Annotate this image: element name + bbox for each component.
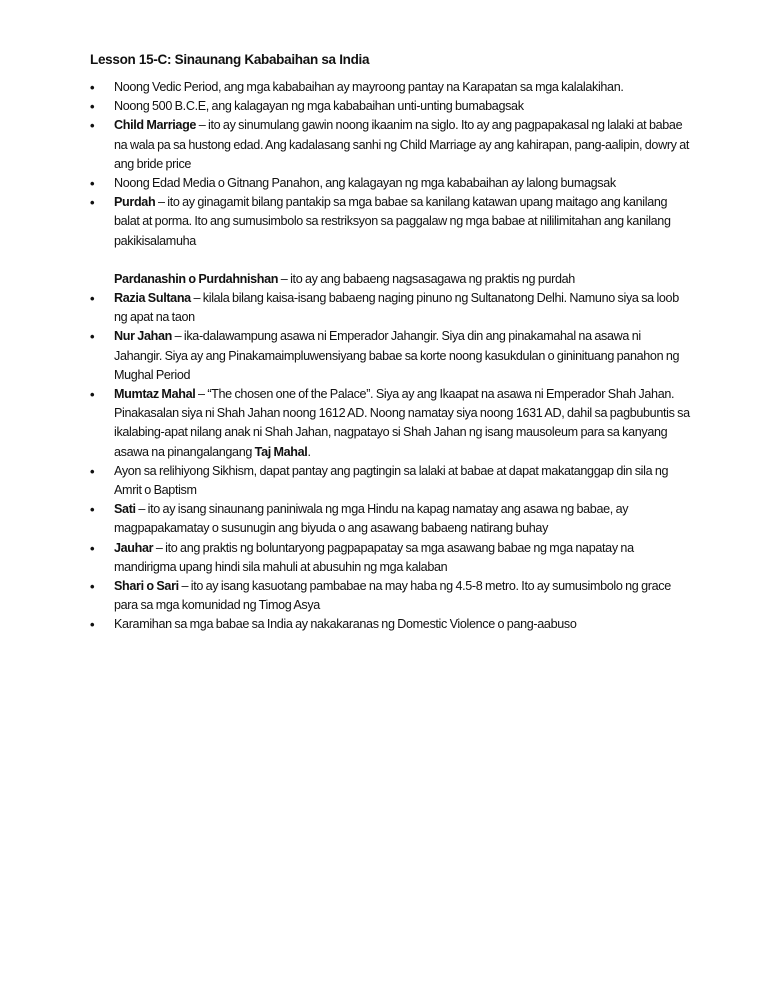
list-item [90, 539, 690, 577]
list-item [90, 462, 690, 500]
item-term-end: Taj Mahal [254, 444, 308, 459]
item-text: – kilala bilang kaisa-isang babaeng naging pinuno ng Sultanatong Delhi. Namuno siya sa loob ng apat na taon [114, 291, 679, 325]
list-item [90, 615, 690, 634]
list-item [90, 289, 690, 327]
list-item [90, 500, 690, 538]
item-term: Sati [114, 502, 136, 517]
item-term: Child Marriage [114, 118, 197, 133]
item-suffix: . [307, 444, 311, 459]
list-item [90, 97, 690, 116]
item-text: Karamihan sa mga babae sa India ay nakakaranas ng Domestic Violence o pang-aabuso [114, 617, 577, 632]
item-term: Shari o Sari [114, 579, 179, 594]
item-text: – ito ay isang kasuotang pambabae na may haba ng 4.5-8 metro. Ito ay sumusimbolo ng grace para sa mga komunidad ng Timog Asya [114, 579, 671, 613]
list-item [90, 174, 690, 193]
item-text: – ito ay sinumulang gawin noong ikaanim na siglo. Ito ay ang pagpapakasal ng lalaki at babae na wala pa sa hustong edad. Ang kadalasang sanhi ng Child Marriage ay ang kahirapan, pang-aalipin, dowry at ang bride price [114, 118, 690, 171]
item-text: Noong Edad Media o Gitnang Panahon, ang kalagayan ng mga kababaihan ay lalong bumagsak [114, 176, 616, 191]
item-term: Purdah [114, 195, 156, 210]
item-term: Nur Jahan [114, 329, 172, 344]
item-text: – ito ay isang sinaunang paniniwala ng mga Hindu na kapag namatay ang asawa ng babae, ay magpapakamatay o susunugin ang biyuda o ang asawang babaeng natirang buhay [114, 502, 629, 536]
item-term: Razia Sultana [114, 291, 191, 306]
list-item-unbulleted [90, 270, 690, 289]
item-text: Noong Vedic Period, ang mga kababaihan ay mayroong pantay na Karapatan sa mga kalalakihan. [114, 80, 624, 94]
item-term: Pardanashin o Purdahnishan [114, 271, 279, 286]
item-text: – ito ang praktis ng boluntaryong pagpapapatay sa mga asawang babae ng mga napatay na mandirigma upang hindi sila mahuli at abusuhin ng mga kalaban [114, 540, 634, 574]
item-term: Mumtaz Mahal [114, 387, 196, 402]
item-text: – ika-dalawampung asawa ni Emperador Jahangir. Siya din ang pinakamahal na asawa ni Jahangir. Siya ay ang Pinakamaimpluwensiyang babae sa korte noong kasukdulan o gininituang panahon ng Mughal Period [114, 329, 680, 382]
list-item [90, 385, 690, 462]
list-item [90, 78, 690, 97]
list-item [90, 327, 690, 385]
list-item [90, 116, 690, 174]
bullet-list [90, 78, 690, 635]
list-item [90, 193, 690, 251]
page-title: Lesson 15-C: Sinaunang Kababaihan sa India [90, 52, 370, 67]
item-text: Ayon sa relihiyong Sikhism, dapat pantay ang pagtingin sa lalaki at babae at dapat makatanggap din sila ng Amrit o Baptism [114, 463, 669, 498]
item-text: – “The chosen one of the Palace”. Siya ay ang Ikaapat na asawa ni Emperador Shah Jahan. Pinakasalan siya ni Shah Jahan noong 1612 AD. Noong namatay siya noong 1631 AD, dahil sa pagbubuntis sa ikalabing-apat nilang anak ni Shah Jahan, nagpatayo si Shah Jahan ng isang mausoleum para sa kanyang asawa na pinangalangang [114, 387, 690, 459]
document-page [90, 50, 690, 635]
item-term: Jauhar [114, 540, 154, 555]
list-item [90, 577, 690, 615]
item-text: – ito ay ang babaeng nagsasagawa ng praktis ng purdah [278, 271, 575, 286]
item-text: Noong 500 B.C.E, ang kalagayan ng mga kababaihan unti-unting bumabagsak [114, 99, 524, 114]
item-text: – ito ay ginagamit bilang pantakip sa mga babae sa kanilang katawan upang maitago ang kanilang balat at porma. Ito ang sumusimbolo sa restriksyon sa paggalaw ng mga babae at nililimitahan ang kanilang pakikisalamuha [114, 195, 671, 248]
spacer [90, 251, 690, 270]
